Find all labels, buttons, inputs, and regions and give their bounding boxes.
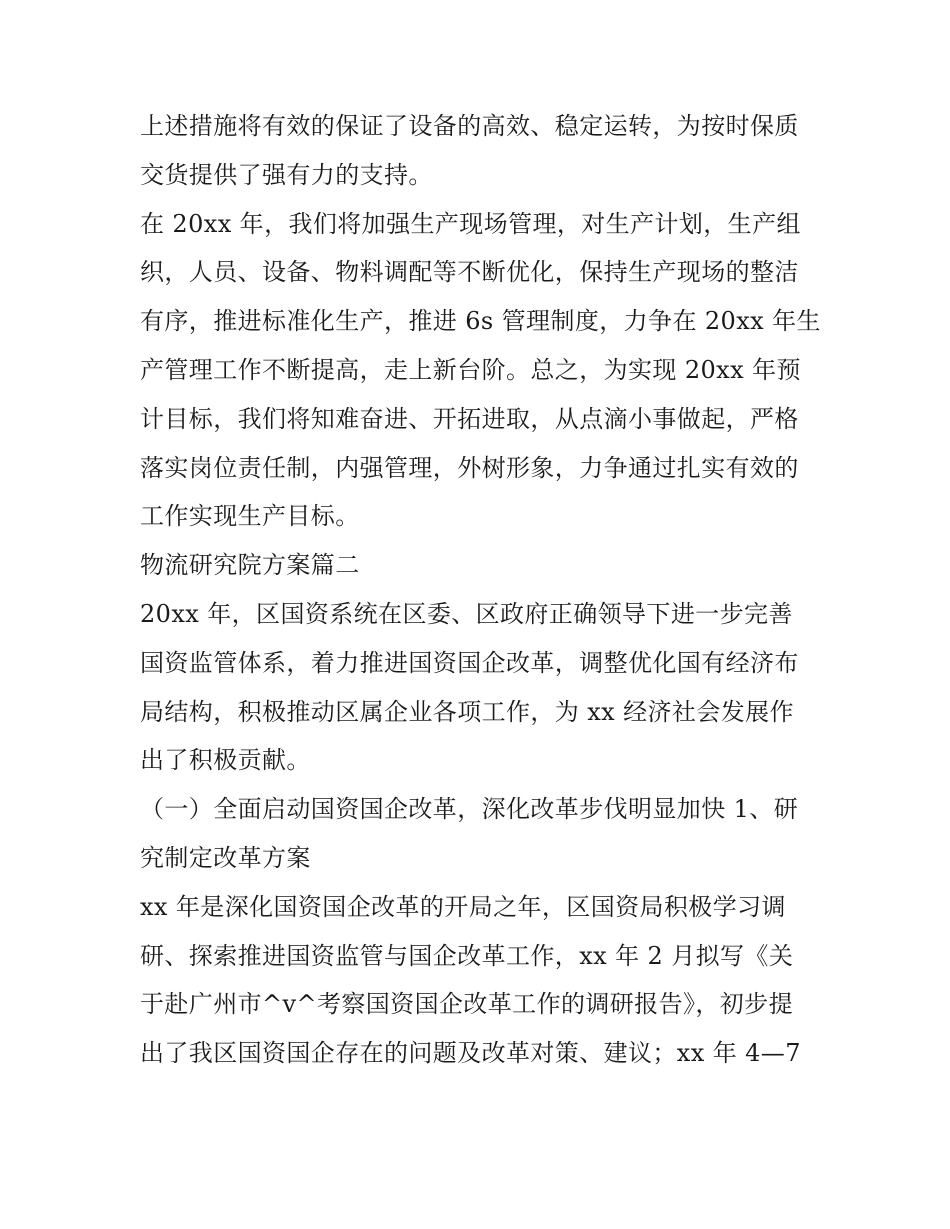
document-body <box>140 102 830 1078</box>
section-heading: 物流研究院方案篇二 <box>140 551 360 580</box>
subsection-heading: （一）全面启动国资国企改革，深化改革步伐明显加快 1、研 <box>140 795 799 824</box>
text-line: 在 20xx 年，我们将加强生产现场管理，对生产计划，生产组 <box>140 209 801 238</box>
text-line: 有序，推进标准化生产，推进 6s 管理制度，力争在 20xx 年生 <box>140 307 821 336</box>
text-line: 研、探索推进国资监管与国企改革工作，xx 年 2 月拟写《关 <box>140 941 794 970</box>
text-line: 产管理工作不断提高，走上新台阶。总之，为实现 20xx 年预 <box>140 355 801 384</box>
text-line: 工作实现生产目标。 <box>140 502 360 531</box>
text-line: 局结构，积极推动区属企业各项工作，为 xx 经济社会发展作 <box>140 697 794 726</box>
text-line: 落实岗位责任制，内强管理，外树形象，力争通过扎实有效的 <box>140 453 799 482</box>
text-line: 上述措施将有效的保证了设备的高效、稳定运转，为按时保质 <box>140 112 799 140</box>
text-line: 于赴广州市^v^考察国资国企改革工作的调研报告》，初步提 <box>140 990 793 1019</box>
subsection-heading: 究制定改革方案 <box>140 843 311 872</box>
text-line: 交货提供了强有力的支持。 <box>140 160 433 189</box>
text-line: 出了我区国资国企存在的问题及改革对策、建议；xx 年 4—7 <box>140 1039 801 1068</box>
text-line: 国资监管体系，着力推进国资国企改革，调整优化国有经济布 <box>140 648 799 677</box>
text-line: 计目标，我们将知难奋进、开拓进取，从点滴小事做起，严格 <box>140 404 799 433</box>
text-line: 织，人员、设备、物料调配等不断优化，保持生产现场的整洁 <box>140 258 799 287</box>
text-line: xx 年是深化国资国企改革的开局之年，区国资局积极学习调 <box>140 892 786 921</box>
text-line: 出了积极贡献。 <box>140 746 311 775</box>
text-line: 20xx 年，区国资系统在区委、区政府正确领导下进一步完善 <box>140 599 793 628</box>
